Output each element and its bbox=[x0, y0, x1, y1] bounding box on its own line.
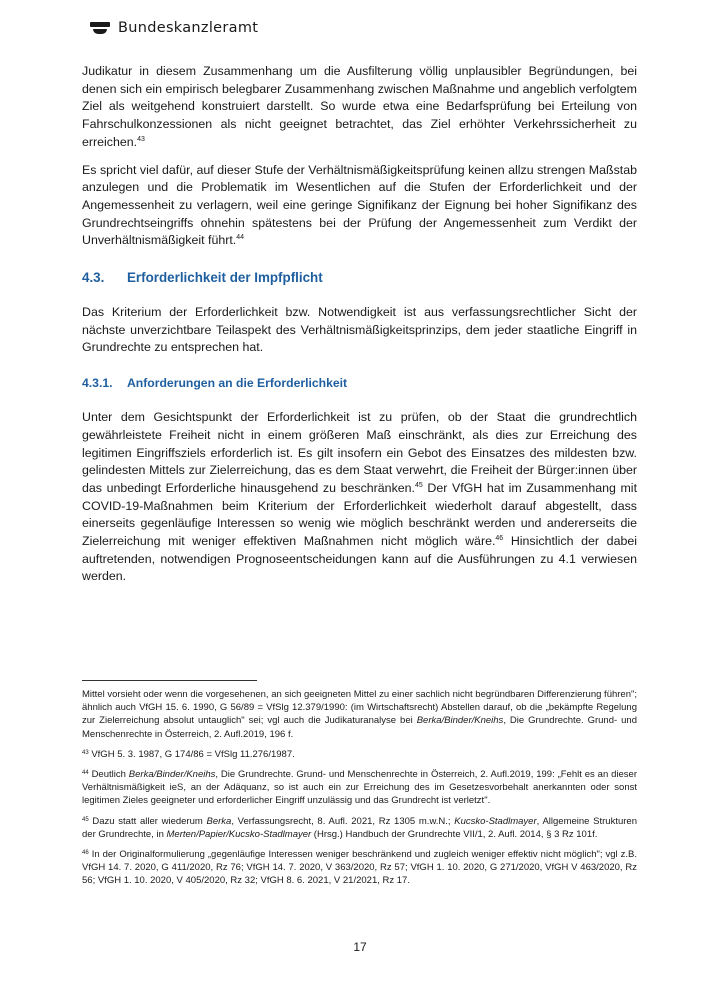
paragraph-2: Es spricht viel dafür, auf dieser Stufe der Verhältnismäßigkeitsprüfung keinen allzu strengen Maßstab anzulegen und die Problematik im Wesentlichen auf die Stufen der Erforderlichkeit und der Angemessenheit zu verlagern, weil eine geringe Signifikanz der Eignung bei hoher Signifikanz des Grundrechtseingriffs ohnehin spätestens bei der Prüfung der Angemessenheit zum Verdikt der Unverhältnismäßigkeit führt.$^{44}$ bbox=[82, 162, 637, 248]
footnote-45: $^{45}$ Dazu statt aller wiederum Berka, Verfassungsrecht, 8. Aufl. 2021, Rz 1305 m.w.N.; Kucsko-Stadlmayer, Allgemeine Strukturen der Grundrechte, in Merten/Papier/Kucsko-Stadlmayer (Hrsg.) Handbuch der Grundrechte VII/1, 2. Aufl. 2014, § 3 Rz 101f. bbox=[82, 815, 637, 840]
footnote-44: $^{44}$ Deutlich Berka/Binder/Kneihs, Die Grundrechte. Grund- und Menschenrechte in Österreich, 2. Aufl.2019, 199: „Fehlt es an dieser Verhältnismäßigkeit ieS, an der Adäquanz, so ist auch ein zur Erreichung des im Gesetzesvorbehalt anerkannten oder sonst legitimen Zieles geeigneter und erforderlicher Eingriff unzulässig und das Grundrecht ist verletzt". bbox=[82, 769, 637, 807]
brand-name: Bundeskanzleramt bbox=[118, 20, 259, 36]
page-header bbox=[90, 16, 258, 40]
footnote-ref-44[interactable]: 44 bbox=[236, 234, 245, 242]
footnote-ref-43[interactable]: 43 bbox=[137, 135, 145, 143]
footnote-divider bbox=[82, 680, 257, 681]
paragraph-3: Das Kriterium der Erforderlichkeit bzw. Notwendigkeit ist aus verfassungsrechtlicher Sicht der nächste unverzichtbare Teilaspekt des Verhältnismäßigkeitsprinzips, dem jeder staatliche Eingriff in Grundrechte zu entsprechen hat. bbox=[82, 305, 637, 355]
footnotes bbox=[82, 688, 637, 888]
page-number: 17 bbox=[353, 940, 367, 954]
footnote-46: $^{46}$ In der Originalformulierung „gegenläufige Interessen weniger beschränkend und zugleich weniger effektiv nicht möglich"; vgl z.B. VfGH 14. 7. 2020, G 411/2020, Rz 76; VfGH 14. 7. 2020, V 363/2020, Rz 57; VfGH 1. 10. 2020, G 271/2020, VfGH V 463/2020, Rz 56; VfGH 1. 10. 2020, V 405/2020, Rz 32; VfGH 8. 6. 2021, V 21/2021, Rz 17. bbox=[82, 849, 637, 887]
section-heading-4-3: 4.3. Erforderlichkeit der Impfpflicht bbox=[82, 270, 323, 286]
paragraph-4: Unter dem Gesichtspunkt der Erforderlichkeit ist zu prüfen, ob der Staat die grundrechtlich gewährleistete Freiheit nicht in einem größeren Maß einschränkt, als dies zur Erreichung des legitimen Eingriffsziels erforderlich ist. Es gilt insofern ein Gebot des Einsatzes des mildesten bzw. gelindesten Mittels zur Zielerreichung, das es dem Staat verwehrt, die Freiheit der Bürger:innen über das unbedingt Erforderliche hinausgehend zu beschränken.$^{45}$ Der VfGH hat im Zusammenhang mit COVID-19-Maßnahmen beim Kriterium der Erforderlichkeit wiederholt darauf abgestellt, dass einerseits gegenläufige Interessen so wenig wie möglich beschränkt werden und andererseits die Zielerreichung mit weniger effektiven Maßnahmen nicht möglich wäre.$^{46}$ Hinsichtlich der dabei auftretenden, notwendigen Prognoseentscheidungen kann auf die Ausführungen zu 4.1 verwiesen werden. bbox=[82, 410, 638, 584]
section-heading-4-3-1: 4.3.1. Anforderungen an die Erforderlichkeit bbox=[82, 376, 348, 391]
main-content bbox=[82, 63, 637, 586]
footnote-ref-46[interactable]: 46 bbox=[495, 535, 504, 543]
paragraph-1: Judikatur in diesem Zusammenhang um die Ausfilterung völlig unplausibler Begründungen, bei denen sich ein empirisch belegbarer Zusammenhang zwischen Maßnahme und angeblich verfolgtem Ziel als weitgehend konstruiert darstellt. So wurde etwa eine Bedarfsprüfung bei Erteilung von Fahrschulkonzessionen als nicht geeignet betrachtet, das Ziel erhöhter Verkehrssicherheit zu erreichen.$^{43}$ bbox=[82, 64, 637, 149]
footnote-ref-45[interactable]: 45 bbox=[415, 481, 423, 489]
footnote-43: $^{43}$ VfGH 5. 3. 1987, G 174/86 = VfSlg 11.276/1987. bbox=[82, 748, 295, 760]
bundeskanzleramt-logo-icon bbox=[90, 20, 110, 36]
footnote-continued: Mittel vorsieht oder wenn die vorgesehenen, an sich geeigneten Mittel zu einer sachlich nicht begründbaren Differenzierung führen"; ähnlich auch VfGH 15. 6. 1990, G 56/89 = VfSlg 12.379/1990: (im Wirtschaftsrecht) Abstellen darauf, ob die „bekämpfte Regelung zur Zielerreichung absolut untauglich" sei; vgl auch die Judikaturanalyse bei Berka/Binder/Kneihs, Die Grundrechte. Grund- und Menschenrechte in Österreich, 2. Aufl.2019, 196 f. bbox=[82, 689, 637, 740]
